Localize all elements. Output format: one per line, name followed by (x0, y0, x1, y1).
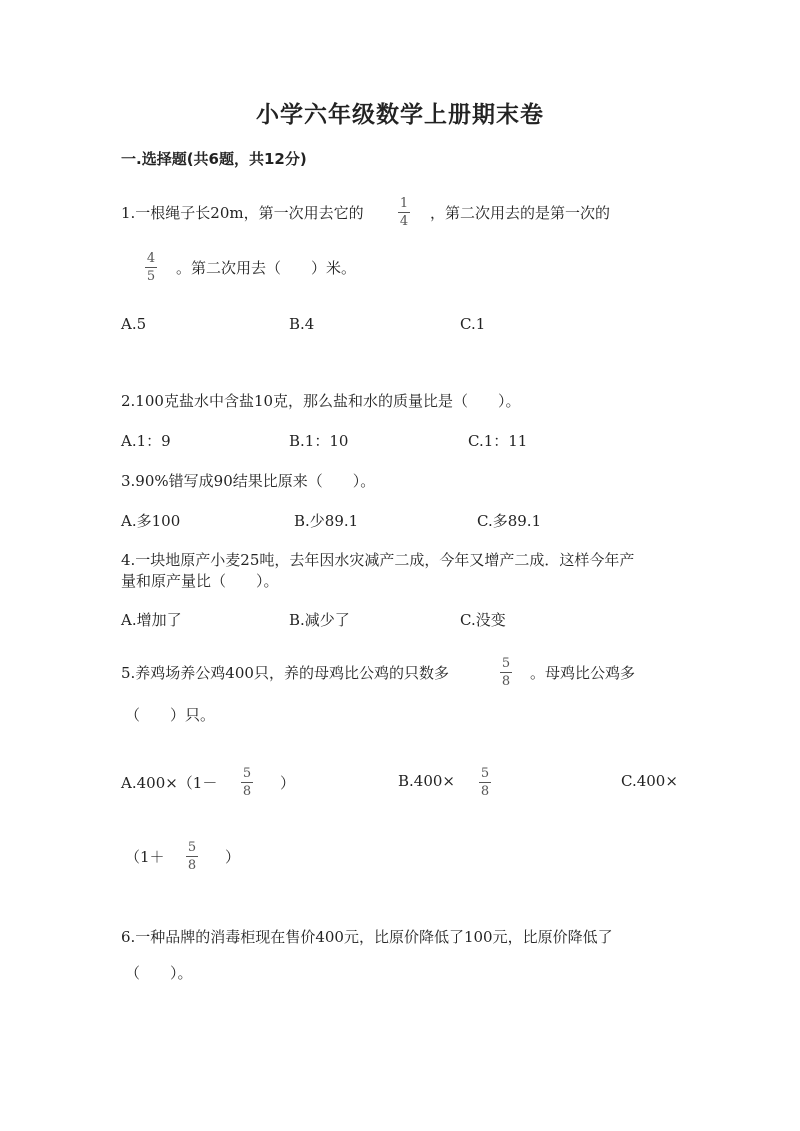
q6-line-1: 6.一种品牌的消毒柜现在售价400元，比原价降低了100元，比原价降低了 (121, 928, 613, 946)
q4-option-a[interactable]: A.增加了 (121, 611, 182, 629)
q5-option-a-fraction (241, 766, 253, 799)
fraction-bar (479, 782, 491, 783)
q5-opt-c-denominator: 8 (187, 858, 197, 873)
q3-option-b[interactable]: B.少89.1 (294, 512, 359, 530)
fraction-bar (145, 267, 157, 268)
q2-option-a[interactable]: A.1：9 (121, 432, 171, 450)
q5-opt-a-denominator: 8 (242, 784, 252, 799)
fraction-bar (186, 856, 198, 857)
q4-line-1: 4.一块地原产小麦25吨，去年因水灾减产二成，今年又增产二成．这样今年产 (121, 551, 635, 569)
q1-fraction-1 (398, 196, 410, 229)
q1-option-b[interactable]: B.4 (289, 315, 315, 333)
q6-line-2: （ ）。 (125, 964, 193, 982)
q4-option-b[interactable]: B.减少了 (289, 611, 350, 629)
q1-text-c: 。第二次用去（ ）米。 (176, 259, 357, 277)
q5-opt-c-numerator: 5 (187, 840, 197, 855)
q1-fraction-2 (145, 251, 157, 284)
q1-frac2-numerator: 4 (146, 251, 156, 266)
q5-option-c-suffix: ） (225, 848, 241, 866)
q2-option-b[interactable]: B.1：10 (289, 432, 349, 450)
q1-frac2-denominator: 5 (146, 269, 156, 284)
q1-text-b: ，第二次用去的是第一次的 (430, 204, 611, 222)
q5-option-b-prefix[interactable]: B.400× (398, 772, 455, 790)
q4-line-2: 量和原产量比（ ）。 (121, 572, 279, 590)
q1-option-c[interactable]: C.1 (460, 315, 486, 333)
q5-option-b-fraction (479, 766, 491, 799)
q5-line-2: （ ）只。 (125, 706, 216, 724)
q3-text: 3.90%错写成90结果比原来（ ）。 (121, 472, 376, 490)
q3-option-a[interactable]: A.多100 (121, 512, 181, 530)
q5-option-a-prefix[interactable]: A.400×（1－ (121, 774, 218, 792)
q5-frac-denominator: 8 (501, 674, 511, 689)
q1-option-a[interactable]: A.5 (121, 315, 147, 333)
fraction-bar (500, 672, 512, 673)
q2-option-c[interactable]: C.1：11 (468, 432, 528, 450)
q1-frac1-numerator: 1 (399, 196, 409, 211)
q1-frac1-denominator: 4 (399, 214, 409, 229)
exam-title: 小学六年级数学上册期末卷 (256, 102, 544, 128)
fraction-bar (398, 212, 410, 213)
q5-text-a: 5.养鸡场养公鸡400只，养的母鸡比公鸡的只数多 (121, 664, 449, 682)
q5-option-c-fraction (186, 840, 198, 873)
section-heading: 一.选择题(共6题，共12分) (121, 150, 307, 168)
q5-option-c-line2-prefix: （1＋ (125, 848, 165, 866)
q3-option-c[interactable]: C.多89.1 (477, 512, 542, 530)
q5-option-a-suffix: ） (280, 774, 296, 792)
q1-text-a: 1.一根绳子长20m，第一次用去它的 (121, 204, 364, 222)
q5-opt-b-numerator: 5 (480, 766, 490, 781)
q5-frac-numerator: 5 (501, 656, 511, 671)
q5-opt-b-denominator: 8 (480, 784, 490, 799)
q2-text: 2.100克盐水中含盐10克，那么盐和水的质量比是（ ）。 (121, 392, 521, 410)
q5-opt-a-numerator: 5 (242, 766, 252, 781)
q5-option-c-prefix[interactable]: C.400× (621, 772, 678, 790)
fraction-bar (241, 782, 253, 783)
q5-fraction (500, 656, 512, 689)
q4-option-c[interactable]: C.没变 (460, 611, 506, 629)
q5-text-b: 。母鸡比公鸡多 (530, 664, 636, 682)
